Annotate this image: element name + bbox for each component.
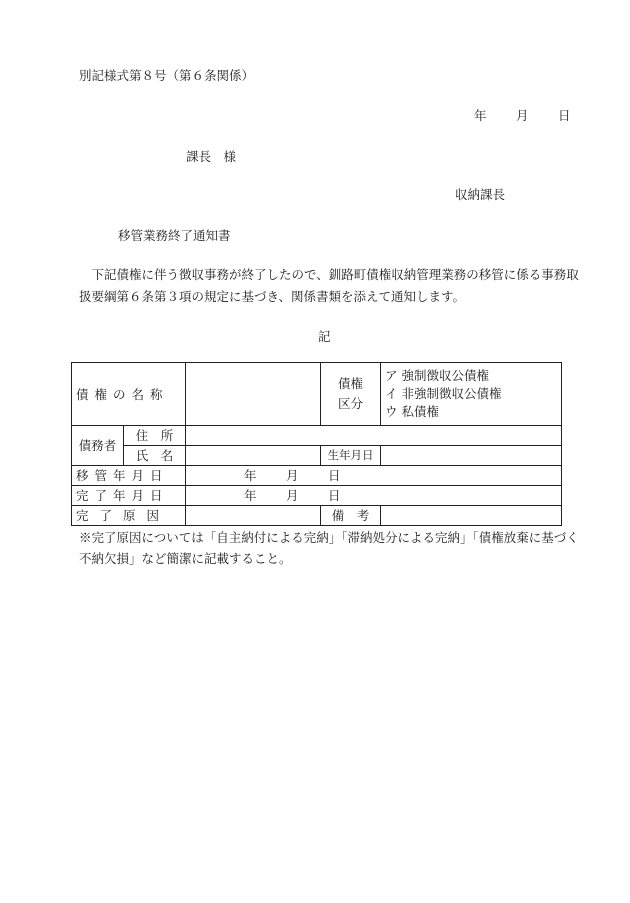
claim-type-option: イ 非強制徴収公債権 <box>385 386 502 401</box>
transfer-date-label: 移管年月日 <box>72 466 186 486</box>
remarks-label: 備 考 <box>321 506 381 526</box>
claim-name-value <box>186 363 321 426</box>
body-paragraph: 下記債権に伴う徴収事務が終了したので、釧路町債権収納管理業務の移管に係る事務取扱要綱第６条第３項の規定に基づき、関係書類を添えて通知します。 <box>79 267 579 304</box>
name-value <box>186 446 321 466</box>
ki-heading: 記 <box>318 329 331 344</box>
footnote: ※完了原因については「自主納付による完納」「滞納処分による完納」「債権放棄に基づく不納欠損」など簡潔に記載すること。 <box>79 530 579 566</box>
notification-table <box>71 362 562 526</box>
claim-type-options <box>381 363 562 426</box>
claim-type-label-line1: 債権 <box>338 376 364 391</box>
claim-type-label <box>321 363 381 426</box>
birthdate-label: 生年月日 <box>321 446 381 466</box>
claim-name-label: 債権の名称 <box>72 363 186 426</box>
claim-type-label-line2: 区分 <box>338 396 364 411</box>
table-row <box>72 466 562 486</box>
completion-date-month: 月 <box>286 488 299 503</box>
completion-date-year: 年 <box>244 488 257 503</box>
name-label: 氏 名 <box>124 446 186 466</box>
sender: 収納課長 <box>455 187 506 202</box>
reason-value <box>186 506 321 526</box>
table-row <box>72 363 562 426</box>
table-row <box>72 506 562 526</box>
transfer-date-day: 日 <box>328 468 341 483</box>
transfer-date-month: 月 <box>286 468 299 483</box>
table-row <box>72 486 562 506</box>
remarks-value <box>381 506 562 526</box>
date-line <box>474 106 571 124</box>
table-row <box>72 446 562 466</box>
reason-label: 完了原因 <box>72 506 186 526</box>
date-year-label: 年 <box>474 108 487 123</box>
address-label: 住 所 <box>124 426 186 446</box>
debtor-label: 債務者 <box>72 426 124 466</box>
date-month-label: 月 <box>516 108 529 123</box>
table-row <box>72 426 562 446</box>
address-value <box>186 426 562 446</box>
completion-date-day: 日 <box>328 488 341 503</box>
form-number: 別記様式第８号（第６条関係） <box>79 68 255 83</box>
transfer-date-value <box>186 466 562 486</box>
completion-date-value <box>186 486 562 506</box>
claim-type-option: ア 強制徴収公債権 <box>385 368 489 383</box>
addressee: 課長 様 <box>186 149 237 164</box>
birthdate-value <box>381 446 562 466</box>
date-day-label: 日 <box>558 108 571 123</box>
document-title: 移管業務終了通知書 <box>118 228 231 243</box>
transfer-date-year: 年 <box>244 468 257 483</box>
completion-date-label: 完了年月日 <box>72 486 186 506</box>
claim-type-option: ウ 私債権 <box>385 404 439 419</box>
